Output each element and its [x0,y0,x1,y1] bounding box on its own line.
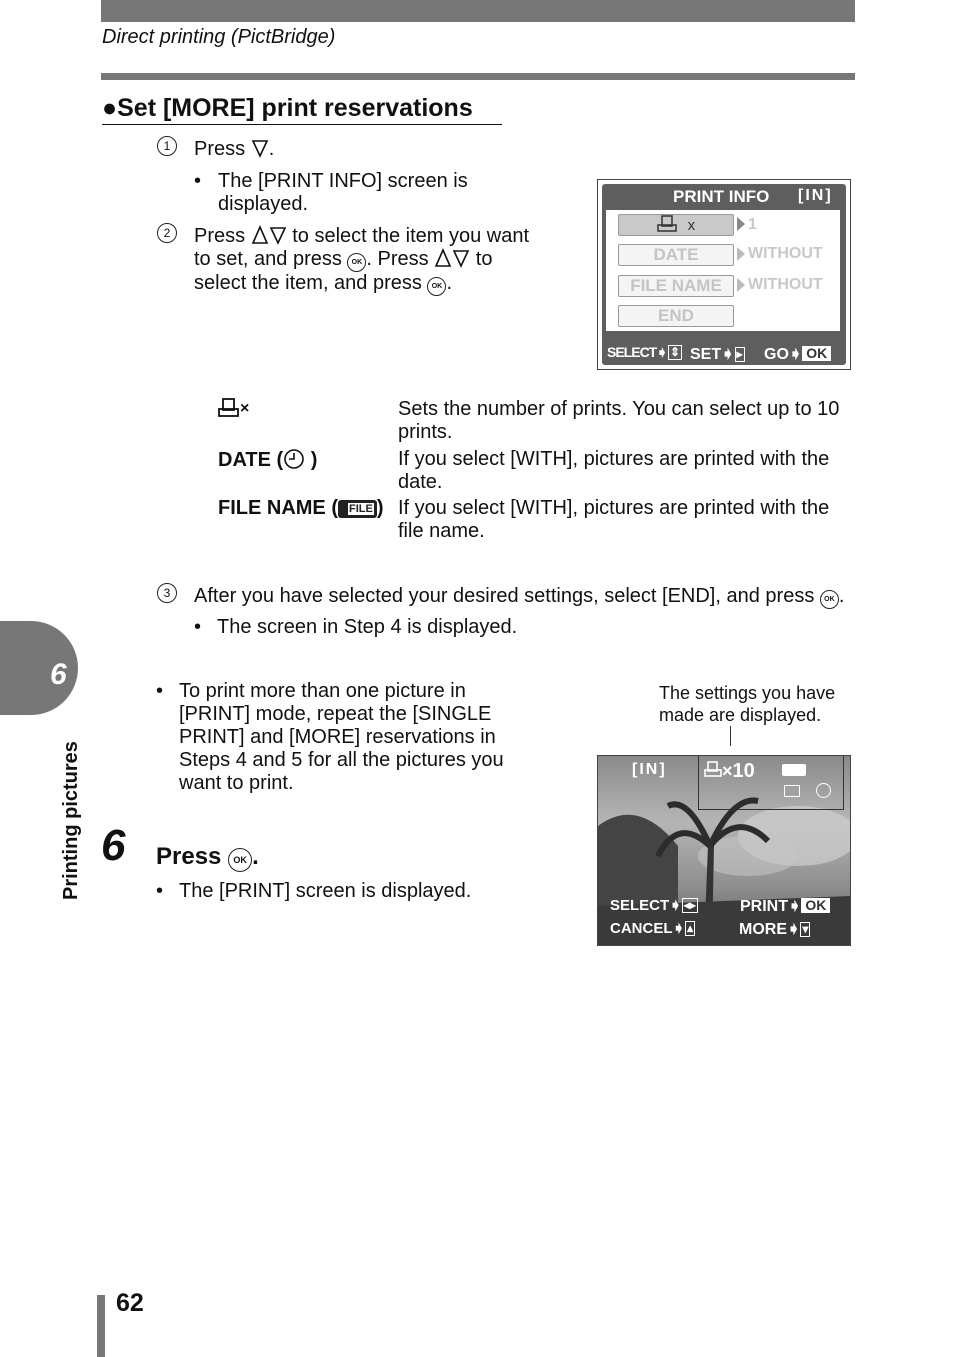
screen-title: PRINT INFO [673,187,770,206]
printer-icon [657,215,677,233]
menu-item-copies[interactable]: x [618,214,734,236]
softkey-select: SELECT➧ ⇕ [607,344,681,360]
up-down-arrow-icon [434,248,470,268]
header-bottom-bar [101,73,855,80]
selected-arrow-icon [737,217,745,231]
menu-area [606,210,840,331]
up-down-arrow-icon [251,225,287,245]
ok-button-icon: OK [427,277,446,296]
chapter-label: Printing pictures [60,741,82,900]
definition-desc-date: If you select [WITH], pictures are printed with the date. [398,448,830,493]
ok-button-icon: OK [347,253,366,272]
menu-value-date: WITHOUT [748,245,823,262]
subsection-heading [102,94,502,125]
page-number-bar [97,1295,105,1357]
step-3-text: After you have selected your desired settings, select [END], and press OK . [194,585,845,607]
clock-icon [283,448,305,470]
softkey-more: MORE➧ ▾ [739,921,809,938]
heading-bullet: ● [102,94,118,122]
down-key-icon: ▾ [802,922,809,936]
section-title: Direct printing (PictBridge) [102,26,336,48]
definition-term-copies [218,398,249,423]
menu-item-end[interactable]: END [618,305,734,327]
screen2-caption: The settings you have made are displayed. [659,683,836,725]
value-arrow-icon [737,247,745,261]
frame-icon [784,785,800,797]
header-top-bar [101,0,855,22]
up-down-key-icon: ⇕ [669,345,681,359]
ok-key-icon: OK [802,346,831,361]
memory-indicator: [IN] [632,761,667,778]
printer-icon [218,398,240,418]
file-name-icon [782,764,806,776]
step-3-bullet: • The screen in Step 4 is displayed. [194,616,518,638]
step-1-bullet: • The [PRINT INFO] screen is displayed. [194,170,468,215]
up-key-icon: ▴ [687,921,694,935]
ok-button-icon: OK [228,848,252,872]
step-number-1: 1 [157,136,177,156]
memory-indicator: [IN] [798,187,833,204]
multiply-icon: × [240,400,250,417]
softkey-go: GO➧ OK [764,344,831,364]
menu-value-file-name: WITHOUT [748,276,823,293]
printer-icon [704,761,722,777]
step-number-3: 3 [157,583,177,603]
definition-term-date: DATE ( ) [218,449,318,471]
menu-item-file-name[interactable]: FILE NAME [618,275,734,297]
heading-title: Set [MORE] print reservations [117,94,473,122]
softkey-print: PRINT➧ OK [740,896,830,916]
step-number-6: 6 [101,821,126,870]
ok-button-icon: OK [820,590,839,609]
copies-indicator: ×10 [704,760,755,783]
step-6-bullet: • The [PRINT] screen is displayed. [156,880,472,902]
step-6-heading: Press OK . [156,843,259,870]
definition-desc-file-name: If you select [WITH], pictures are printed with the file name. [398,497,830,542]
callout-line [730,726,731,746]
step-2-text: Press to select the item you want to set, and press OK . Press to select the item, and press OK . [194,225,530,294]
left-right-key-icon: ◂▸ [683,898,696,912]
down-arrow-icon [251,138,269,158]
softkey-select: SELECT➧ ◂▸ [610,897,696,914]
note-bullet: • To print more than one picture in [PRINT] mode, repeat the [SINGLE PRINT] and [MORE] reservations in Steps 4 and 5 for all the pictures you want to print. [156,680,504,794]
print-screen [597,755,851,946]
print-info-screen [597,179,851,370]
definition-desc-copies: Sets the number of prints. You can select up to 10 prints. [398,398,840,443]
file-icon: FILE [338,500,377,518]
definition-term-file-name: FILE NAME ( FILE ) [218,497,384,519]
chapter-number: 6 [50,658,67,691]
ok-key-icon: OK [801,898,830,913]
step-number-2: 2 [157,223,177,243]
softkey-set: SET➧ ▸ [690,346,743,363]
menu-item-date[interactable]: DATE [618,244,734,266]
step-1-text: Press . [194,138,275,160]
value-arrow-icon [737,278,745,292]
menu-value-copies: 1 [748,216,757,233]
right-key-icon: ▸ [736,347,743,361]
clock-icon [816,783,831,798]
page-number: 62 [116,1289,144,1317]
softkey-cancel: CANCEL➧ ▴ [610,920,694,937]
